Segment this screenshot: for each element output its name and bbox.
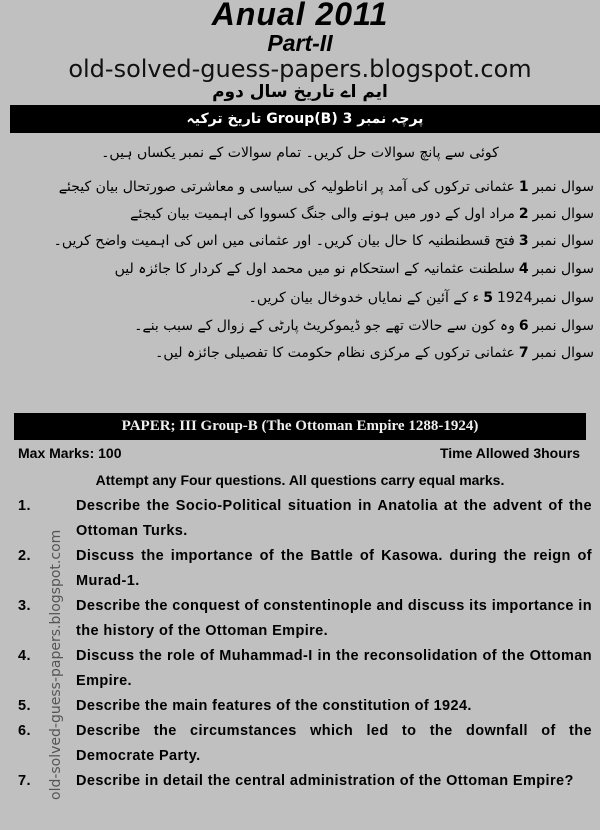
urdu-instruction: کوئی سے پانچ سوالات حل کریں۔ تمام سوالات کے نمبر یکساں ہیں۔ [101,145,499,161]
question-text: Discuss the role of Muhammad-I in the reconsolidation of the Ottoman Empire. [76,648,592,689]
question-text: وہ کون سے حالات تھے جو ڈیموکریٹ پارٹی کے زوال کے سبب بنے۔ [134,318,515,334]
question-label: سوال نمبر [532,206,594,222]
question-number: 4 [518,261,529,277]
question-label: سوال نمبر [532,290,594,306]
question-number: 2 [518,206,529,222]
question-number: 7. [18,773,31,789]
question-text: Describe the circumstances which led to the downfall of the Democrate Party. [76,723,592,764]
urdu-question [155,342,594,364]
part-label: Part-II [267,30,333,56]
question-text: Describe in detail the central administration of the Ottoman Empire? [76,773,574,789]
question-number: 3. [18,598,31,614]
english-paper-banner: PAPER; III Group-B (The Ottoman Empire 1288-1924) [14,413,586,440]
english-question [14,694,592,719]
max-marks: Max Marks: 100 [18,445,122,461]
question-number: 6 [518,318,529,334]
english-question [14,644,592,694]
urdu-course-title: ایم اے تاریخ سال دوم [212,82,388,102]
question-number: 5 [483,290,493,306]
question-label: سوال نمبر [532,345,594,361]
english-instruction: Attempt any Four questions. All questions carry equal marks. [95,472,505,488]
time-allowed: Time Allowed 3hours [439,445,580,461]
english-question-list [14,494,592,794]
question-text: مراد اول کے دور میں ہونے والی جنگ کسووا کی اہمیت بیان کیجئے [130,206,515,222]
question-number: 6. [18,723,31,739]
question-number: 7 [518,345,529,361]
english-question [14,494,592,544]
question-text: Discuss the importance of the Battle of Kasowa. during the reign of Murad-1. [76,548,592,589]
urdu-question [115,258,594,280]
question-text: 1924ء کے آئین کے نمایاں خدوخال بیان کریں۔ [248,290,533,306]
question-number: 1. [18,498,31,514]
urdu-question [130,203,594,225]
question-text: سلطنت عثمانیہ کے استحکام نو میں محمد اول کے کردار کا جائزہ لیں [114,261,515,277]
question-text: Describe the Socio-Political situation in Anatolia at the advent of the Ottoman Turks. [76,498,592,539]
diagonal-watermark: old-solved-guess-papers.blogspot.com [48,529,64,800]
english-question [14,544,592,594]
question-text: Describe the conquest of constentinople and discuss its importance in the history of the Ottoman Empire. [76,598,592,639]
question-label: سوال نمبر [532,179,594,195]
question-number: 4. [18,648,31,664]
question-text: عثمانی ترکوں کی آمد پر اناطولیہ کی سیاسی و معاشرتی صورتحال بیان کیجئے [58,179,515,195]
urdu-paper-banner: پرچہ نمبر 3 Group(B) تاریخ ترکیہ [10,105,600,133]
urdu-question [54,230,594,252]
question-text: فتح قسطنطنیہ کا حال بیان کریں۔ اور عثمانی میں اس کی اہمیت واضح کریں۔ [53,233,515,249]
question-number: 1 [518,179,529,195]
english-question [14,719,592,769]
english-question [14,594,592,644]
english-question [14,769,592,794]
exam-year-title: Anual 2011 [211,0,389,32]
urdu-question [59,176,594,198]
question-number: 2. [18,548,31,564]
question-number: 3 [518,233,529,249]
question-text: Describe the main features of the constitution of 1924. [76,698,472,714]
question-label: سوال نمبر [532,233,594,249]
question-number: 5. [18,698,31,714]
question-text: عثمانی ترکوں کے مرکزی نظام حکومت کا تفصیلی جائزہ لیں۔ [155,345,515,361]
urdu-question [134,315,594,337]
urdu-question [249,287,594,309]
question-label: سوال نمبر [532,318,594,334]
question-label: سوال نمبر [532,261,594,277]
blog-watermark: old-solved-guess-papers.blogspot.com [68,55,532,83]
